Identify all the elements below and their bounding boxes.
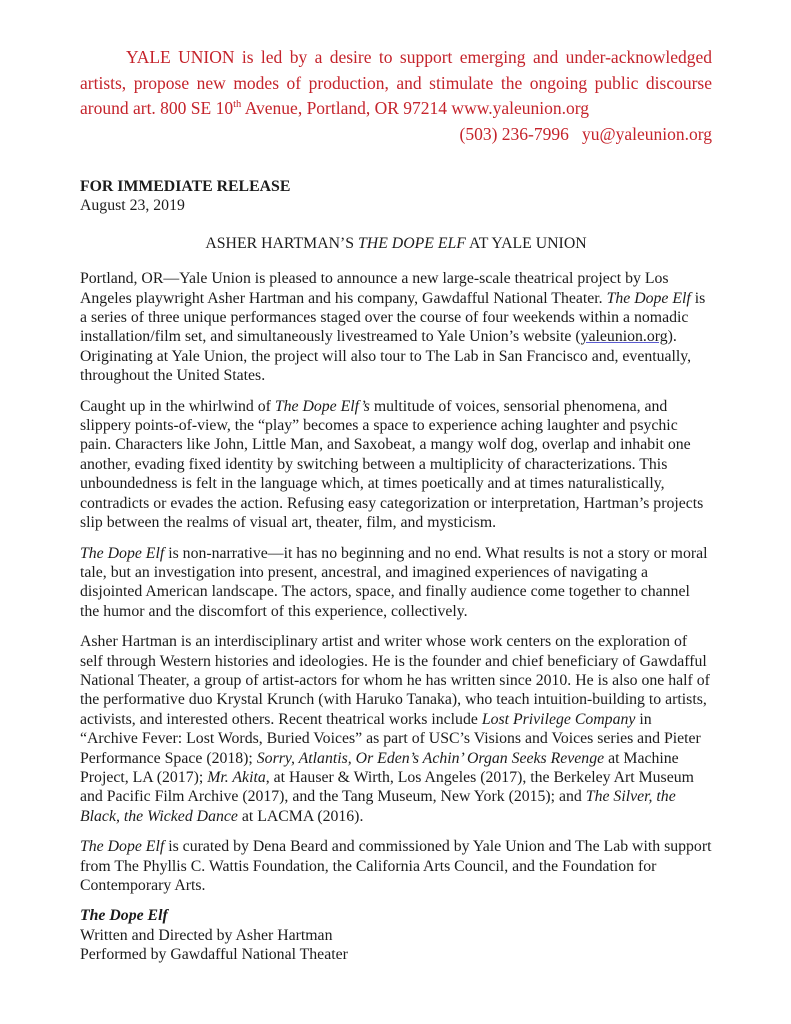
text-run: The Dope Elf [80, 544, 165, 562]
paragraph [80, 632, 712, 826]
text-run: ). Originating at Yale Union, the project will also tour to The Lab in San Francisco and, eventually, throughout the United States. [80, 328, 692, 385]
text-run: The Dope Elf’s [274, 397, 370, 415]
text-run: in “Archive Fever: Lost Words, Buried Voices” as part of USC’s Visions and Voices series and Pieter Performance Space (2018); [80, 710, 701, 767]
text-run: The Dope Elf [80, 838, 165, 856]
paragraph [80, 269, 712, 385]
text-run: at Machine Project, LA (2017); [80, 749, 679, 786]
paragraph [80, 544, 712, 622]
text-run: th [233, 99, 242, 111]
text-run: Lost Privilege Company [481, 710, 636, 728]
paragraph [80, 397, 712, 533]
text-run: is curated by Dena Beard and commissioned by Yale Union and The Lab with support from The Phyllis C. Wattis Foundation, the California Arts Council, and the Foundation for Contemporary Arts. [80, 838, 712, 894]
text-run: The Dope Elf [606, 289, 691, 307]
text-run: Asher Hartman is an interdisciplinary artist and writer whose work centers on the exploration of self through Western histories and ideologies. He is the founder and chief beneficiary of Gawdafful National Theater, a group of artist-actors for whom he has written since 2010. He is also one half of the performative duo Krystal Krunch (with Haruko Tanaka), who teach intuition-building to artists, activists, and interested others. Recent theatrical works include [80, 633, 710, 728]
text-run: is a series of three unique performances staged over the course of four weekends within a nomadic installation/film set, and simultaneously livestreamed to Yale Union’s website ( [80, 289, 706, 346]
text-run: Portland, OR—Yale Union is pleased to announce a new large-scale theatrical project by Los Angeles playwright Asher Hartman and his company, Gawdafful National Theater. [80, 270, 669, 307]
text-run: at LACMA (2016). [237, 807, 364, 825]
text-run: is non-narrative—it has no beginning and no end. What results is not a story or moral tale, but an investigation into present, ancestral, and imagined experiences of navigating a disjointed American landscape. The actors, space, and finally audience come together to channel the humor and the discomfort of this experience, collectively. [80, 544, 708, 620]
text-run: Avenue, Portland, OR 97214 www.yaleunion.org [241, 98, 589, 118]
text-run: multitude of voices, sensorial phenomena, and slippery points-of-view, the “play” becomes a space to experience aching laughter and psychic pain. Characters like John, Little Man, and Saxobeat, a mangy wolf dog, overlap and inhabit one another, evading fixed identity by switching between a multiplicity of characterizations. This unboundedness is felt in the language which, at times poetically and at times naturalistically, contradicts or evades the action. Refusing easy categorization or interpretation, Hartman’s projects slip between the realms of visual art, theater, film, and mysticism. [80, 397, 704, 532]
text-run: Sorry, Atlantis, Or Eden’s Achin’ Organ Seeks Revenge [256, 749, 605, 767]
release-label: FOR IMMEDIATE RELEASE [80, 178, 291, 195]
text-run: AT YALE UNION [465, 234, 587, 252]
text-run: Caught up in the whirlwind of [80, 397, 275, 415]
body-paragraphs [80, 269, 712, 895]
release-date: August 23, 2019 [80, 197, 185, 215]
inline-link[interactable]: yaleunion.org [580, 328, 668, 346]
masthead-statement [80, 45, 712, 122]
text-run: Performed by Gawdafful National Theater [80, 946, 348, 964]
paragraph [80, 945, 712, 964]
masthead [80, 45, 712, 147]
text-run: THE DOPE ELF [358, 234, 466, 252]
text-run: YALE UNION is led by a desire to support emerging and under-acknowledged artists, propose new modes of production, and stimulate the ongoing public discourse around art. 800 SE 10 [80, 47, 712, 118]
masthead-contact-line: (503) 236-7996 yu@yaleunion.org [459, 123, 712, 144]
text-run: The Dope Elf [80, 907, 168, 925]
release-block [80, 177, 712, 216]
text-run: Mr. Akita [207, 768, 266, 786]
paragraph [80, 837, 712, 895]
headline [80, 234, 712, 253]
text-run: The Silver, the Black, the Wicked Dance [80, 788, 676, 825]
credits-block [80, 906, 712, 964]
text-run: ASHER HARTMAN’S [205, 234, 359, 252]
text-run: , at Hauser & Wirth, Los Angeles (2017), the Berkeley Art Museum and Pacific Film Archive (2017), and the Tang Museum, New York (2015); and [80, 768, 694, 806]
paragraph [80, 926, 712, 945]
text-run: Written and Directed by Asher Hartman [80, 926, 333, 944]
paragraph [80, 906, 712, 925]
